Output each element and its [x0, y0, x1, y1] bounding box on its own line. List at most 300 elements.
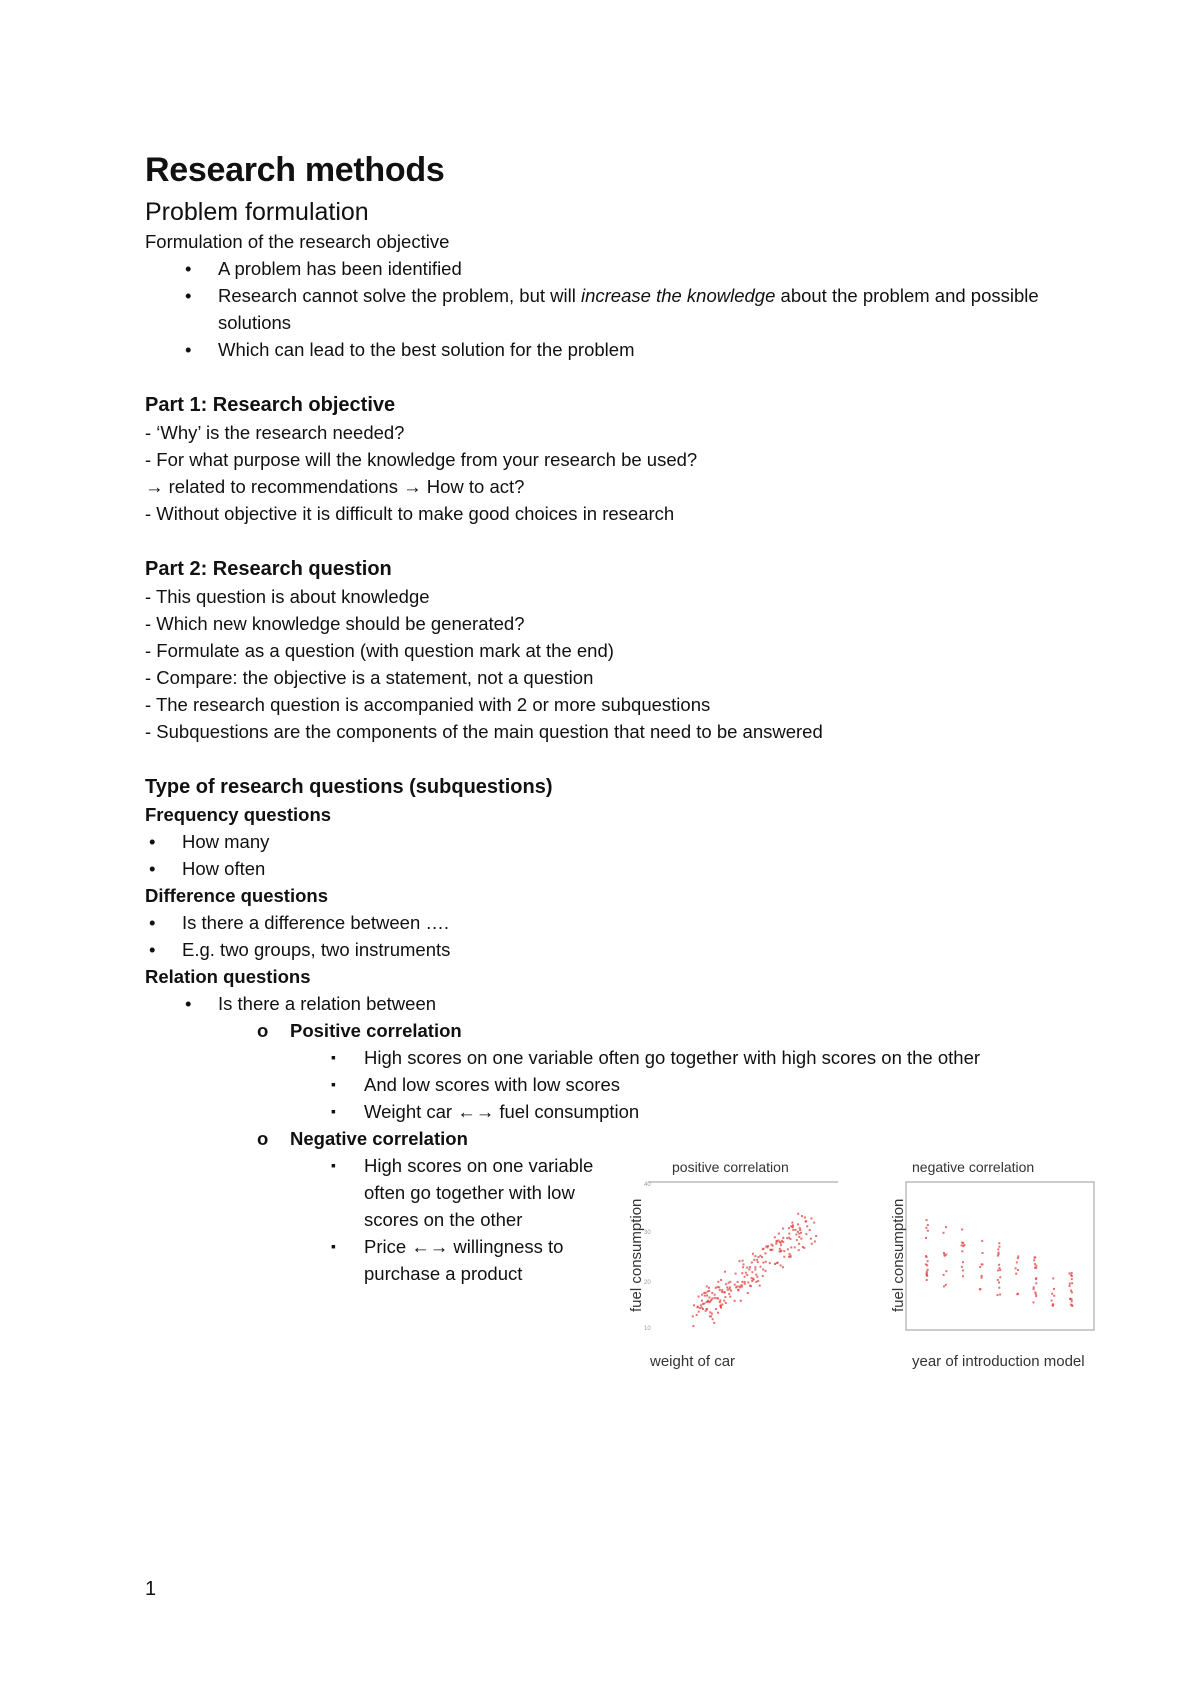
negative-chart-title: negative correlation	[912, 1159, 1035, 1175]
scatter-point	[813, 1222, 815, 1224]
tick-label: 20	[644, 1280, 651, 1286]
scatter-point	[719, 1301, 721, 1303]
list-item: ▪ High scores on one variable often go together with low scores on the other	[145, 1152, 1065, 1233]
scatter-point	[703, 1303, 705, 1305]
scatter-point	[1053, 1295, 1055, 1297]
scatter-point	[752, 1253, 754, 1255]
scatter-point	[720, 1279, 722, 1281]
document-content	[145, 150, 1085, 1370]
scatter-point	[999, 1267, 1001, 1269]
scatter-point	[792, 1224, 794, 1226]
scatter-point	[713, 1322, 715, 1324]
emphasis-text: increase the knowledge	[581, 285, 776, 306]
scatter-point	[1035, 1293, 1037, 1295]
scatter-point	[754, 1266, 756, 1268]
scatter-point	[783, 1256, 785, 1258]
scatter-point	[724, 1271, 726, 1273]
scatter-point	[767, 1246, 769, 1248]
scatter-point	[803, 1247, 805, 1249]
scatter-point	[945, 1254, 947, 1256]
scatter-point	[720, 1306, 722, 1308]
scatter-point	[718, 1286, 720, 1288]
scatter-point	[797, 1213, 799, 1215]
scatter-point	[772, 1245, 774, 1247]
scatter-point	[790, 1255, 792, 1257]
part2-heading: Part 2: Research question	[145, 558, 392, 580]
scatter-point	[997, 1279, 999, 1281]
scatter-point	[721, 1289, 723, 1291]
scatter-point	[1052, 1303, 1054, 1305]
scatter-point	[1071, 1304, 1073, 1306]
scatter-point	[811, 1243, 813, 1245]
scatter-point	[804, 1217, 806, 1219]
scatter-point	[926, 1279, 928, 1281]
scatter-point	[945, 1270, 947, 1272]
scatter-point	[769, 1262, 771, 1264]
tick-label: 30	[644, 1230, 651, 1236]
scatter-point	[1034, 1263, 1036, 1265]
scatter-point	[759, 1285, 761, 1287]
scatter-point	[706, 1308, 708, 1310]
scatter-point	[945, 1284, 947, 1286]
scatter-point	[765, 1261, 767, 1263]
correlation-list	[145, 1125, 1065, 1152]
scatter-point	[981, 1240, 983, 1242]
list-item: • How often	[145, 855, 1065, 882]
scatter-point	[698, 1296, 700, 1298]
scatter-point	[734, 1284, 736, 1286]
scatter-point	[943, 1274, 945, 1276]
scatter-point	[997, 1255, 999, 1257]
list-item: • Research cannot solve the problem, but will increase the knowledge about the problem and possible solutions	[145, 282, 1065, 336]
scatter-point	[762, 1262, 764, 1264]
scatter-point	[791, 1222, 793, 1224]
scatter-point	[787, 1248, 789, 1250]
scatter-point	[927, 1260, 929, 1262]
scatter-point	[726, 1286, 728, 1288]
difference-list	[145, 909, 1065, 963]
negative-chart-points	[925, 1219, 1074, 1307]
scatter-point	[797, 1231, 799, 1233]
scatter-point	[997, 1269, 999, 1271]
scatter-point	[1071, 1282, 1073, 1284]
scatter-point	[747, 1292, 749, 1294]
scatter-point	[780, 1250, 782, 1252]
scatter-point	[779, 1241, 781, 1243]
scatter-point	[800, 1238, 802, 1240]
scatter-point	[998, 1264, 1000, 1266]
list-item: • Which can lead to the best solution for the problem	[145, 336, 1065, 363]
scatter-point	[1016, 1293, 1018, 1295]
scatter-point	[798, 1243, 800, 1245]
text-line: - This question is about knowledge	[145, 586, 430, 607]
circle-bullet-icon: o	[257, 1128, 269, 1149]
scatter-point	[746, 1274, 748, 1276]
scatter-point	[697, 1306, 699, 1308]
scatter-point	[786, 1237, 788, 1239]
scatter-point	[744, 1283, 746, 1285]
scatter-point	[753, 1259, 755, 1261]
scatter-point	[810, 1217, 812, 1219]
scatter-point	[981, 1264, 983, 1266]
scatter-point	[962, 1270, 964, 1272]
scatter-point	[815, 1235, 817, 1237]
list-item: • A problem has been identified	[145, 255, 1065, 282]
circle-bullet-icon: o	[257, 1020, 269, 1041]
scatter-point	[788, 1227, 790, 1229]
scatter-point	[1035, 1282, 1037, 1284]
scatter-point	[998, 1282, 1000, 1284]
scatter-point	[779, 1248, 781, 1250]
scatter-point	[926, 1272, 928, 1274]
scatter-point	[740, 1300, 742, 1302]
scatter-point	[805, 1221, 807, 1223]
scatter-point	[1071, 1300, 1073, 1302]
relation-label: Relation questions	[145, 966, 311, 987]
scatter-point	[711, 1313, 713, 1315]
scatter-point	[719, 1289, 721, 1291]
scatter-point	[961, 1266, 963, 1268]
text-line: - Formulate as a question (with question mark at the end)	[145, 640, 614, 661]
scatter-point	[961, 1228, 963, 1230]
scatter-point	[809, 1229, 811, 1231]
scatter-point	[925, 1227, 927, 1229]
scatter-point	[963, 1244, 965, 1246]
text-line: - For what purpose will the knowledge from your research be used?	[145, 449, 698, 470]
scatter-point	[721, 1291, 723, 1293]
scatter-point	[945, 1226, 947, 1228]
scatter-point	[797, 1223, 799, 1225]
scatter-point	[1017, 1255, 1019, 1257]
scatter-point	[757, 1280, 759, 1282]
scatter-point	[1034, 1257, 1036, 1259]
scatter-point	[757, 1261, 759, 1263]
scatter-point	[755, 1281, 757, 1283]
scatter-point	[717, 1281, 719, 1283]
scatter-point	[774, 1236, 776, 1238]
scatter-point	[735, 1286, 737, 1288]
frequency-label: Frequency questions	[145, 804, 332, 825]
scatter-point	[707, 1300, 709, 1302]
scatter-point	[794, 1246, 796, 1248]
scatter-point	[1017, 1269, 1019, 1271]
scatter-point	[719, 1299, 721, 1301]
scatter-point	[704, 1295, 706, 1297]
scatter-point	[772, 1249, 774, 1251]
scatter-point	[727, 1289, 729, 1291]
positive-chart-plot	[620, 1172, 870, 1362]
text-line: - Which new knowledge should be generated?	[145, 613, 525, 634]
scatter-point	[999, 1276, 1001, 1278]
scatter-point	[1035, 1277, 1037, 1279]
scatter-point	[925, 1255, 927, 1257]
text-line: → related to recommendations → How to act?	[145, 476, 525, 497]
scatter-point	[754, 1269, 756, 1271]
scatter-point	[998, 1242, 1000, 1244]
scatter-point	[1070, 1290, 1072, 1292]
scatter-point	[692, 1325, 694, 1327]
scatter-point	[927, 1230, 929, 1232]
scatter-point	[927, 1224, 929, 1226]
scatter-point	[1071, 1272, 1073, 1274]
negative-chart-xlabel: year of introduction model	[912, 1353, 1085, 1370]
scatter-point	[999, 1269, 1001, 1271]
scatter-point	[998, 1252, 1000, 1254]
scatter-point	[714, 1294, 716, 1296]
scatter-point	[801, 1215, 803, 1217]
scatter-point	[765, 1252, 767, 1254]
scatter-point	[725, 1283, 727, 1285]
scatter-point	[714, 1297, 716, 1299]
list-item: • How many	[145, 828, 1065, 855]
scatter-point	[798, 1236, 800, 1238]
scatter-point	[700, 1304, 702, 1306]
scatter-point	[737, 1281, 739, 1283]
scatter-point	[729, 1286, 731, 1288]
negative-chart	[882, 1152, 1112, 1382]
scatter-point	[1053, 1288, 1055, 1290]
scatter-point	[979, 1266, 981, 1268]
scatter-point	[1033, 1286, 1035, 1288]
scatter-point	[777, 1262, 779, 1264]
scatter-point	[1033, 1259, 1035, 1261]
scatter-point	[708, 1290, 710, 1292]
scatter-point	[715, 1308, 717, 1310]
scatter-point	[756, 1276, 758, 1278]
scatter-point	[717, 1312, 719, 1314]
scatter-point	[692, 1315, 694, 1317]
scatter-point	[799, 1229, 801, 1231]
positive-chart	[620, 1152, 870, 1382]
scatter-point	[746, 1267, 748, 1269]
scatter-point	[1033, 1288, 1035, 1290]
scatter-point	[765, 1270, 767, 1272]
scatter-point	[796, 1239, 798, 1241]
scatter-point	[693, 1304, 695, 1306]
scatter-point	[724, 1296, 726, 1298]
positive-chart-title: positive correlation	[672, 1159, 789, 1175]
scatter-point	[1051, 1300, 1053, 1302]
frequency-list	[145, 828, 1065, 882]
scatter-point	[709, 1315, 711, 1317]
scatter-point	[762, 1269, 764, 1271]
scatter-point	[1070, 1274, 1072, 1276]
scatter-point	[1034, 1291, 1036, 1293]
intro-bullets	[145, 255, 1065, 363]
scatter-point	[778, 1233, 780, 1235]
tick-label: 10	[644, 1326, 651, 1332]
scatter-point	[1052, 1277, 1054, 1279]
positive-chart-points	[692, 1213, 817, 1327]
positive-chart-xlabel: weight of car	[650, 1353, 736, 1370]
scatter-point	[783, 1250, 785, 1252]
scatter-point	[798, 1249, 800, 1251]
scatter-point	[1069, 1283, 1071, 1285]
negative-section	[145, 1152, 1085, 1370]
scatter-point	[710, 1299, 712, 1301]
scatter-point	[962, 1275, 964, 1277]
scatter-point	[763, 1248, 765, 1250]
scatter-point	[708, 1287, 710, 1289]
scatter-point	[961, 1250, 963, 1252]
scatter-point	[780, 1244, 782, 1246]
scatter-point	[698, 1311, 700, 1313]
scatter-point	[1016, 1261, 1018, 1263]
scatter-point	[706, 1285, 708, 1287]
scatter-point	[927, 1269, 929, 1271]
scatter-point	[742, 1260, 744, 1262]
negative-correlation-item: o Negative correlation	[145, 1125, 1065, 1152]
scatter-point	[814, 1241, 816, 1243]
scatter-point	[706, 1295, 708, 1297]
scatter-point	[980, 1288, 982, 1290]
scatter-point	[1071, 1278, 1073, 1280]
tick-label: 40	[644, 1182, 651, 1188]
scatter-point	[805, 1233, 807, 1235]
scatter-point	[1015, 1267, 1017, 1269]
scatter-point	[943, 1285, 945, 1287]
text-line: - The research question is accompanied with 2 or more subquestions	[145, 694, 711, 715]
scatter-point	[741, 1284, 743, 1286]
scatter-point	[789, 1253, 791, 1255]
scatter-point	[981, 1277, 983, 1279]
scatter-point	[696, 1314, 698, 1316]
scatter-point	[1069, 1298, 1071, 1300]
scatter-point	[703, 1292, 705, 1294]
scatter-point	[769, 1249, 771, 1251]
scatter-point	[701, 1294, 703, 1296]
scatter-point	[961, 1244, 963, 1246]
scatter-point	[760, 1266, 762, 1268]
scatter-point	[1035, 1267, 1037, 1269]
scatter-point	[795, 1234, 797, 1236]
scatter-point	[702, 1308, 704, 1310]
scatter-point	[800, 1232, 802, 1234]
scatter-point	[792, 1229, 794, 1231]
scatter-point	[782, 1237, 784, 1239]
scatter-point	[715, 1287, 717, 1289]
scatter-point	[795, 1229, 797, 1231]
scatter-point	[782, 1228, 784, 1230]
scatter-point	[755, 1274, 757, 1276]
scatter-point	[750, 1285, 752, 1287]
scatter-point	[788, 1237, 790, 1239]
scatter-point	[744, 1276, 746, 1278]
list-item: ▪ Price ←→ willingness to purchase a product	[145, 1233, 1065, 1287]
list-item: ▪ And low scores with low scores	[145, 1071, 1065, 1098]
list-item: ▪ Weight car ←→ fuel consumption	[145, 1098, 1065, 1125]
scatter-point	[729, 1296, 731, 1298]
scatter-point	[716, 1297, 718, 1299]
page-number: 1	[145, 1578, 157, 1600]
scatter-point	[735, 1273, 737, 1275]
scatter-point	[790, 1225, 792, 1227]
negative-chart-plot	[882, 1172, 1102, 1362]
text-line: - Subquestions are the components of the main question that need to be answered	[145, 721, 823, 742]
scatter-point	[999, 1294, 1001, 1296]
scatter-point	[1051, 1293, 1053, 1295]
scatter-point	[708, 1297, 710, 1299]
difference-label: Difference questions	[145, 885, 328, 906]
scatter-point	[725, 1302, 727, 1304]
scatter-point	[741, 1272, 743, 1274]
intro-lead: Formulation of the research objective	[145, 231, 450, 252]
scatter-point	[749, 1266, 751, 1268]
scatter-point	[701, 1300, 703, 1302]
scatter-point	[925, 1237, 927, 1239]
scatter-point	[754, 1255, 756, 1257]
scatter-point	[998, 1246, 1000, 1248]
scatter-point	[741, 1281, 743, 1283]
scatter-point	[762, 1275, 764, 1277]
list-item: • Is there a relation between	[145, 990, 1065, 1017]
scatter-point	[711, 1292, 713, 1294]
scatter-point	[748, 1269, 750, 1271]
scatter-point	[1035, 1295, 1037, 1297]
scatter-point	[981, 1275, 983, 1277]
positive-chart-ylabel: fuel consumption	[628, 1198, 645, 1312]
scatter-point	[747, 1281, 749, 1283]
text-line: - ‘Why’ is the research needed?	[145, 422, 405, 443]
list-item: • E.g. two groups, two instruments	[145, 936, 1065, 963]
scatter-point	[729, 1281, 731, 1283]
scatter-point	[721, 1304, 723, 1306]
text-line: - Without objective it is difficult to make good choices in research	[145, 503, 675, 524]
section-title: Problem formulation	[145, 198, 369, 226]
scatter-point	[1033, 1301, 1035, 1303]
scatter-point	[723, 1291, 725, 1293]
scatter-point	[751, 1262, 753, 1264]
scatter-point	[734, 1300, 736, 1302]
part1-heading: Part 1: Research objective	[145, 394, 396, 416]
scatter-point	[1017, 1257, 1019, 1259]
text-line: - Compare: the objective is a statement, not a question	[145, 667, 594, 688]
scatter-point	[742, 1266, 744, 1268]
scatter-point	[943, 1232, 945, 1234]
scatter-point	[744, 1281, 746, 1283]
scatter-point	[737, 1289, 739, 1291]
scatter-point	[782, 1266, 784, 1268]
scatter-point	[729, 1288, 731, 1290]
list-item: • Is there a difference between ….	[145, 909, 1065, 936]
scatter-point	[961, 1242, 963, 1244]
scatter-point	[712, 1318, 714, 1320]
scatter-point	[699, 1307, 701, 1309]
list-item: ▪ High scores on one variable often go together with high scores on the other	[145, 1044, 1065, 1071]
scatter-point	[799, 1227, 801, 1229]
scatter-point	[728, 1282, 730, 1284]
scatter-point	[997, 1248, 999, 1250]
scatter-point	[806, 1225, 808, 1227]
positive-list	[145, 1044, 1065, 1125]
scatter-point	[982, 1252, 984, 1254]
scatter-point	[756, 1259, 758, 1261]
scatter-point	[810, 1238, 812, 1240]
scatter-point	[782, 1241, 784, 1243]
scatter-point	[943, 1254, 945, 1256]
scatter-point	[1071, 1291, 1073, 1293]
scatter-point	[745, 1272, 747, 1274]
scatter-point	[1069, 1272, 1071, 1274]
scatter-point	[790, 1246, 792, 1248]
chart-frame	[906, 1182, 1094, 1330]
scatter-point	[1069, 1285, 1071, 1287]
scatter-point	[723, 1300, 725, 1302]
types-heading: Type of research questions (subquestions)	[145, 776, 553, 798]
scatter-point	[758, 1256, 760, 1258]
scatter-point	[788, 1233, 790, 1235]
scatter-point	[998, 1287, 1000, 1289]
